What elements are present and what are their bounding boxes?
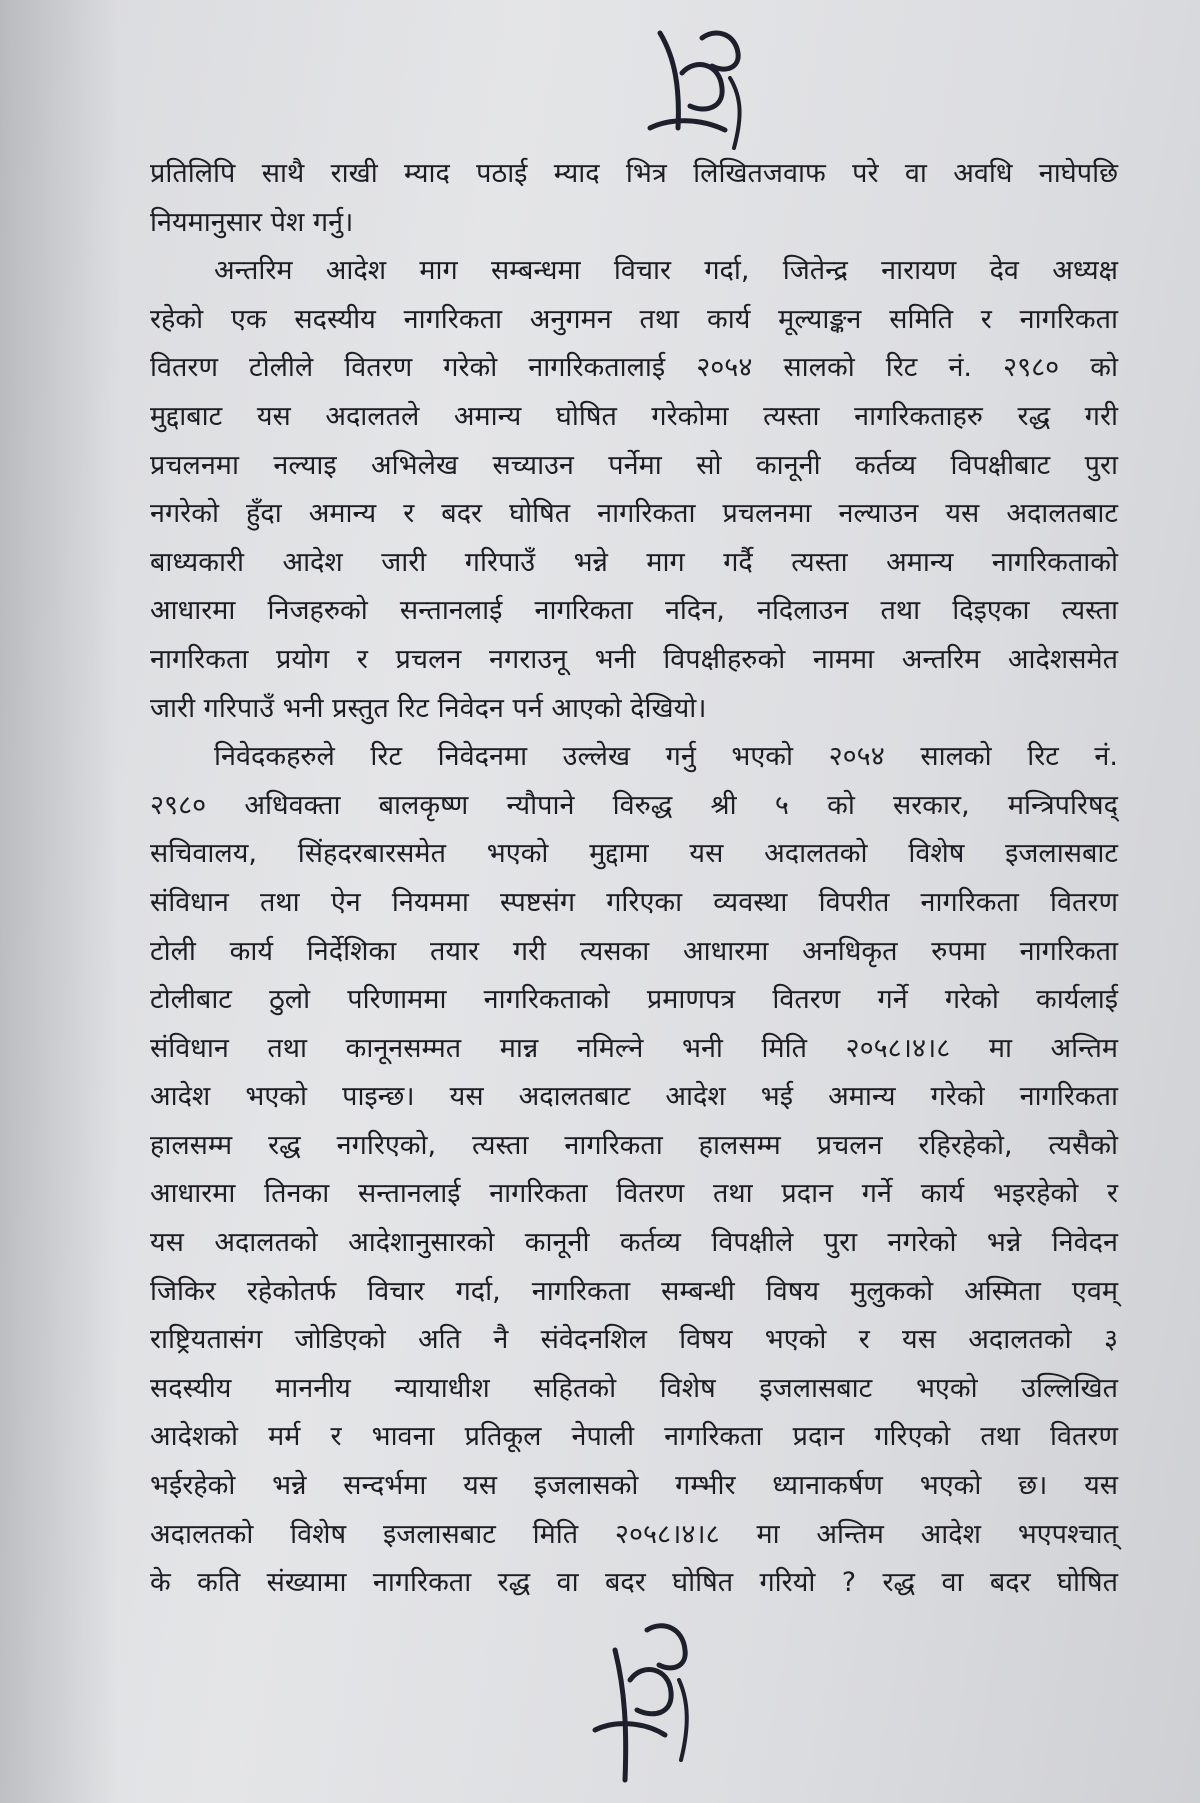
text-line: वितरण टोलीले वितरण गरेको नागरिकतालाई २०५४ सालको रिट नं. २९८० को [150,352,1118,384]
text-line: हालसम्म रद्ध नगरिएको, त्यस्ता नागरिकता हालसम्म प्रचलन रहिरहेको, त्यसैको [150,1129,1118,1161]
text-line: अन्तरिम आदेश माग सम्बन्धमा विचार गर्दा, जितेन्द्र नारायण देव अध्यक्ष [214,255,1118,287]
text-line: संविधान तथा ऐन नियममा स्पष्टसंग गरिएका व्यवस्था विपरीत नागरिकता वितरण [150,886,1118,918]
text-line: राष्ट्रियतासंग जोडिएको अति नै संवेदनशिल विषय भएको र यस अदालतको ३ [150,1324,1118,1356]
text-line: २९८० अधिवक्ता बालकृष्ण न्यौपाने विरुद्ध श्री ५ को सरकार, मन्त्रिपरिषद् [150,789,1118,821]
text-line: आधारमा तिनका सन्तानलाई नागरिकता वितरण तथा प्रदान गर्ने कार्य भइरहेको र [150,1178,1118,1210]
text-line: नियमानुसार पेश गर्नु। [150,206,354,238]
text-line: सदस्यीय माननीय न्यायाधीश सहितको विशेष इजलासबाट भएको उल्लिखित [150,1372,1118,1404]
text-line: भईरहेको भन्ने सन्दर्भमा यस इजलासको गम्भीर ध्यानाकर्षण भएको छ। यस [150,1470,1118,1502]
text-line: यस अदालतको आदेशानुसारको कानूनी कर्तव्य विपक्षीले पुरा नगरेको भन्ने निवेदन [150,1227,1118,1259]
text-line: आधारमा निजहरुको सन्तानलाई नागरिकता नदिन, नदिलाउन तथा दिइएका त्यस्ता [150,595,1118,627]
text-line: जारी गरिपाउँ भनी प्रस्तुत रिट निवेदन पर्न आएको देखियो। [150,692,707,724]
text-line: मुद्दाबाट यस अदालतले अमान्य घोषित गरेकोमा त्यस्ता नागरिकताहरु रद्ध गरी [150,400,1118,432]
text-line: संविधान तथा कानूनसम्मत मान्न नमिल्ने भनी मिति २०५८।४।८ मा अन्तिम [150,1032,1118,1064]
signature-bottom [585,1610,705,1790]
text-line: नागरिकता प्रयोग र प्रचलन नगराउनू भनी विपक्षीहरुको नाममा अन्तरिम आदेशसमेत [150,643,1118,675]
text-line: टोलीबाट ठुलो परिणाममा नागरिकताको प्रमाणपत्र वितरण गर्ने गरेको कार्यलाई [150,984,1118,1016]
page-shadow [0,0,120,1803]
text-line: अदालतको विशेष इजलासबाट मिति २०५८।४।८ मा अन्तिम आदेश भएपश्चात् [150,1518,1118,1550]
text-line: सचिवालय, सिंहदरबारसमेत भएको मुद्दामा यस अदालतको विशेष इजलासबाट [150,838,1118,870]
text-line: टोली कार्य निर्देशिका तयार गरी त्यसका आधारमा अनधिकृत रुपमा नागरिकता [150,935,1118,967]
text-line: के कति संख्यामा नागरिकता रद्ध वा बदर घोषित गरियो ? रद्ध वा बदर घोषित [150,1567,1118,1599]
text-line: बाध्यकारी आदेश जारी गरिपाउँ भन्ने माग गर्दै त्यस्ता अमान्य नागरिकताको [150,546,1118,578]
text-line: जिकिर रहेकोतर्फ विचार गर्दा, नागरिकता सम्बन्धी विषय मुलुकको अस्मिता एवम् [150,1275,1118,1307]
text-line: आदेशको मर्म र भावना प्रतिकूल नेपाली नागरिकता प्रदान गरिएको तथा वितरण [150,1421,1118,1453]
text-line: निवेदकहरुले रिट निवेदनमा उल्लेख गर्नु भएको २०५४ सालको रिट नं. [214,741,1118,773]
text-line: नगरेको हुँदा अमान्य र बदर घोषित नागरिकता प्रचलनमा नल्याउन यस अदालतबाट [150,498,1118,530]
text-line: प्रतिलिपि साथै राखी म्याद पठाई म्याद भित्र लिखितजवाफ परे वा अवधि नाघेपछि [150,158,1118,189]
signature-top [630,18,760,168]
text-line: आदेश भएको पाइन्छ। यस अदालतबाट आदेश भई अमान्य गरेको नागरिकता [150,1081,1118,1113]
text-line: रहेको एक सदस्यीय नागरिकता अनुगमन तथा कार्य मूल्याङ्कन समिति र नागरिकता [150,303,1118,335]
text-line: प्रचलनमा नल्याइ अभिलेख सच्याउन पर्नेमा सो कानूनी कर्तव्य विपक्षीबाट पुरा [150,449,1118,481]
document-body [150,150,1118,1608]
